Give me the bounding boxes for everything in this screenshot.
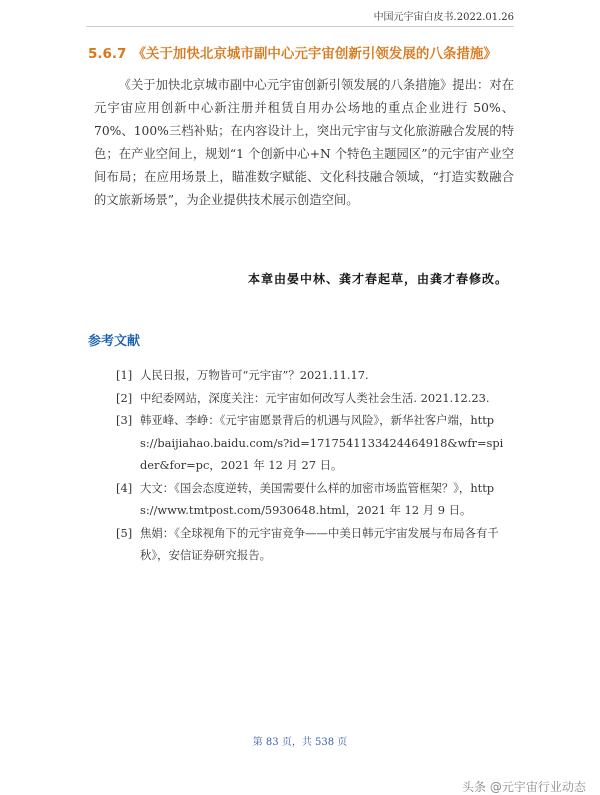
reference-index: [5] [116, 525, 133, 540]
watermark: 头条 @元宇宙行业动态 [462, 780, 586, 794]
reference-item [116, 364, 508, 387]
section-paragraph: 《关于加快北京城市副中心元宇宙创新引领发展的八条措施》提出：对在元宇宙应用创新中心新注册并租赁自用办公场地的重点企业进行 50%、70%、100%三档补贴；在内容设计上，突出元宇宙与文化旅游融合发展的特色；在产业空间上，规划“1 个创新中心+N 个特色主题园区”的元宇宙产业空间布局；在应用场景上，瞄准数字赋能、文化科技融合领域，“打造实数融合的文旅新场景”，为企业提供技术展示创造空间。 [94, 78, 514, 207]
reference-text: 韩亚峰、李峥：《元宇宙愿景背后的机遇与风险》，新华社客户端，https://baijiahao.baidu.com/s?id=1717541133424464918&wfr=spider&for=pc，2021 年 12 月 27 日。 [140, 413, 504, 472]
reference-index: [3] [116, 413, 133, 427]
reference-index: [4] [116, 480, 133, 495]
chapter-credit: 本章由晏中林、龚才春起草，由龚才春修改。 [247, 272, 508, 286]
reference-text: 人民日报，万物皆可“元宇宙”？2021.11.17. [140, 368, 369, 382]
section-number: 5.6.7 [88, 46, 127, 62]
reference-text: 大文：《国会态度逆转，美国需要什么样的加密市场监管框架？》，https://www.tmtpost.com/5930648.html，2021 年 12 月 9 日。 [140, 480, 495, 517]
section-heading [88, 42, 540, 62]
reference-text: 焦娟：《全球视角下的元宇宙竞争——中美日韩元宇宙发展与布局各有千秋》，安信证券研究报告。 [140, 525, 499, 562]
running-header: 中国元宇宙白皮书.2022.01.26 [373, 12, 514, 23]
reference-item [116, 477, 508, 522]
reference-text: 中纪委网站，深度关注：元宇宙如何改写人类社会生活. 2021.12.23. [140, 390, 490, 405]
reference-index: [2] [116, 390, 133, 405]
header-rule [86, 26, 514, 27]
section-title: 《关于加快北京城市副中心元宇宙创新引领发展的八条措施》 [132, 46, 497, 62]
reference-list [116, 364, 508, 567]
reference-item [116, 409, 508, 477]
references-heading: 参考文献 [88, 334, 141, 349]
reference-item [116, 387, 508, 410]
reference-item [116, 522, 508, 567]
page-footer: 第 83 页，共 538 页 [252, 737, 348, 748]
reference-index: [1] [116, 368, 133, 382]
